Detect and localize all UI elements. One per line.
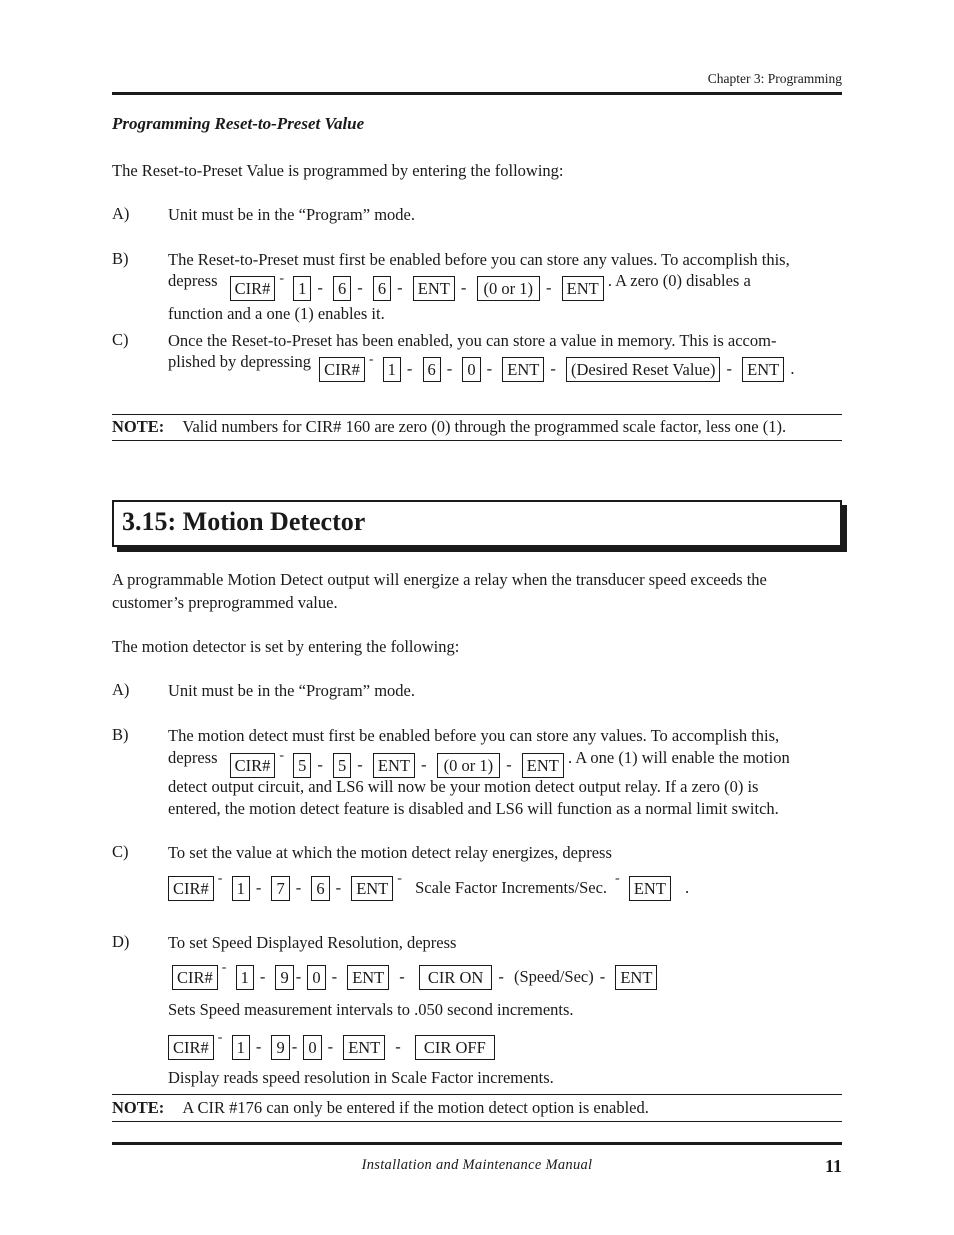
step-d-key-sequence-1: CIR#- 1 - 9 - 0 - ENT - CIR ON - (Speed/Sec) - ENT <box>172 960 657 990</box>
page-number: 11 <box>824 1156 842 1176</box>
note-1 <box>112 417 786 437</box>
key-cir: CIR# <box>168 876 214 901</box>
step-d-desc-1: Sets Speed measurement intervals to .050 second increments. <box>168 1000 574 1019</box>
scale-factor-text: Scale Factor Increments/Sec. <box>415 878 608 898</box>
key-ent: ENT <box>562 276 604 301</box>
section1-intro: The Reset-to-Preset Value is programmed by entering the following: <box>112 161 564 180</box>
step-b-label: B) <box>112 249 129 268</box>
key-value: (0 or 1) <box>477 276 540 301</box>
key-cir: CIR# <box>168 1035 214 1060</box>
key-digit: 0 <box>462 357 480 382</box>
key-cir-off: CIR OFF <box>415 1035 495 1060</box>
key-ent: ENT <box>502 357 544 382</box>
key-digit: 1 <box>236 965 254 990</box>
step-b-depress: depress <box>168 748 218 767</box>
chapter-header: Chapter 3: Programming <box>707 71 842 86</box>
note-text: Valid numbers for CIR# 160 are zero (0) through the programmed scale factor, less one (1). <box>182 417 787 436</box>
step-b-after: . A one (1) will enable the motion <box>567 748 790 767</box>
key-ent: ENT <box>343 1035 385 1060</box>
note-label: NOTE: <box>112 417 165 436</box>
key-ent: ENT <box>629 876 671 901</box>
step-b-key-sequence: depress CIR#- 5 - 5 - ENT - (0 or 1) - ENT . A one (1) will enable the motion <box>168 748 790 778</box>
note-text: A CIR #176 can only be entered if the motion detect option is enabled. <box>182 1098 649 1117</box>
section2-intro-line1: A programmable Motion Detect output will energize a relay when the transducer speed exceeds the <box>112 570 767 589</box>
key-digit: 5 <box>293 753 311 778</box>
key-digit: 9 <box>275 965 293 990</box>
speed-per-sec-text: (Speed/Sec) <box>513 967 594 987</box>
key-cir: CIR# <box>319 357 365 382</box>
key-digit: 7 <box>271 876 289 901</box>
step-b-label: B) <box>112 725 129 744</box>
key-ent: ENT <box>347 965 389 990</box>
step-b-line3: function and a one (1) enables it. <box>168 304 385 323</box>
step-c-lead: plished by depressing <box>168 352 311 371</box>
note-2 <box>112 1098 649 1118</box>
key-digit: 1 <box>293 276 311 301</box>
key-value: (Desired Reset Value) <box>566 357 720 382</box>
step-a-text: Unit must be in the “Program” mode. <box>168 205 415 224</box>
step-b-line1: The motion detect must first be enabled before you can store any values. To accomplish this, <box>168 726 780 745</box>
key-digit: 6 <box>423 357 441 382</box>
key-digit: 1 <box>383 357 401 382</box>
step-b-key-sequence: depress CIR#- 1 - 6 - 6 - ENT - (0 or 1) - ENT . A zero (0) disables a <box>168 271 751 301</box>
step-c-label: C) <box>112 330 129 349</box>
step-b-line3: detect output circuit, and LS6 will now be your motion detect output relay. If a zero (0) is <box>168 777 759 796</box>
step-b-depress: depress <box>168 271 218 290</box>
key-cir: CIR# <box>172 965 218 990</box>
key-ent: ENT <box>413 276 455 301</box>
step-d-key-sequence-2: CIR#- 1 - 9 - 0 - ENT - CIR OFF <box>168 1030 495 1060</box>
key-digit: 6 <box>311 876 329 901</box>
section-heading-box <box>112 500 842 547</box>
step-c-key-sequence: plished by depressing CIR#- 1 - 6 - 0 - ENT - (Desired Reset Value) - ENT . <box>168 352 794 382</box>
key-digit: 0 <box>307 965 325 990</box>
subsection-title: Programming Reset-to-Preset Value <box>112 114 365 133</box>
footer-rule <box>112 1142 842 1145</box>
key-cir: CIR# <box>230 753 276 778</box>
key-digit: 5 <box>333 753 351 778</box>
note-rule-bottom <box>112 440 842 441</box>
section2-intro-line2: customer’s preprogrammed value. <box>112 593 338 612</box>
key-ent: ENT <box>373 753 415 778</box>
note-rule-top <box>112 1094 842 1095</box>
key-ent: ENT <box>742 357 784 382</box>
step-c-after: . <box>790 359 795 379</box>
step-c-line1: Once the Reset-to-Preset has been enabled, you can store a value in memory. This is accom- <box>168 331 777 350</box>
key-digit: 6 <box>373 276 391 301</box>
note-label: NOTE: <box>112 1098 165 1117</box>
step-d-desc-2: Display reads speed resolution in Scale Factor increments. <box>168 1068 554 1087</box>
key-digit: 1 <box>232 876 250 901</box>
section2-intro-line3: The motion detector is set by entering the following: <box>112 637 460 656</box>
step-b-line4: entered, the motion detect feature is disabled and LS6 will function as a normal limit switch. <box>168 799 779 818</box>
key-ent: ENT <box>351 876 393 901</box>
note-rule-top <box>112 414 842 415</box>
step-a-text: Unit must be in the “Program” mode. <box>168 681 415 700</box>
header-rule <box>112 92 842 95</box>
step-a-label: A) <box>112 204 130 223</box>
key-cir: CIR# <box>230 276 276 301</box>
key-cir-on: CIR ON <box>419 965 492 990</box>
section-heading: 3.15: Motion Detector <box>122 507 366 536</box>
footer-title: Installation and Maintenance Manual <box>361 1157 593 1173</box>
key-ent: ENT <box>615 965 657 990</box>
key-digit: 1 <box>232 1035 250 1060</box>
step-d-text: To set Speed Displayed Resolution, depress <box>168 933 457 952</box>
step-c-label: C) <box>112 842 129 861</box>
step-b-line1: The Reset-to-Preset must first be enabled before you can store any values. To accomplish this, <box>168 250 790 269</box>
step-c-after: . <box>685 878 690 898</box>
step-c-key-sequence: CIR#- 1 - 7 - 6 - ENT- Scale Factor Increments/Sec. - ENT . <box>168 871 689 901</box>
note-rule-bottom <box>112 1121 842 1122</box>
key-digit: 9 <box>271 1035 289 1060</box>
key-ent: ENT <box>522 753 564 778</box>
key-value: (0 or 1) <box>437 753 500 778</box>
step-c-text: To set the value at which the motion detect relay energizes, depress <box>168 843 612 862</box>
step-d-label: D) <box>112 932 130 951</box>
key-digit: 6 <box>333 276 351 301</box>
step-a-label: A) <box>112 680 130 699</box>
key-digit: 0 <box>303 1035 321 1060</box>
step-b-after: . A zero (0) disables a <box>607 271 751 290</box>
